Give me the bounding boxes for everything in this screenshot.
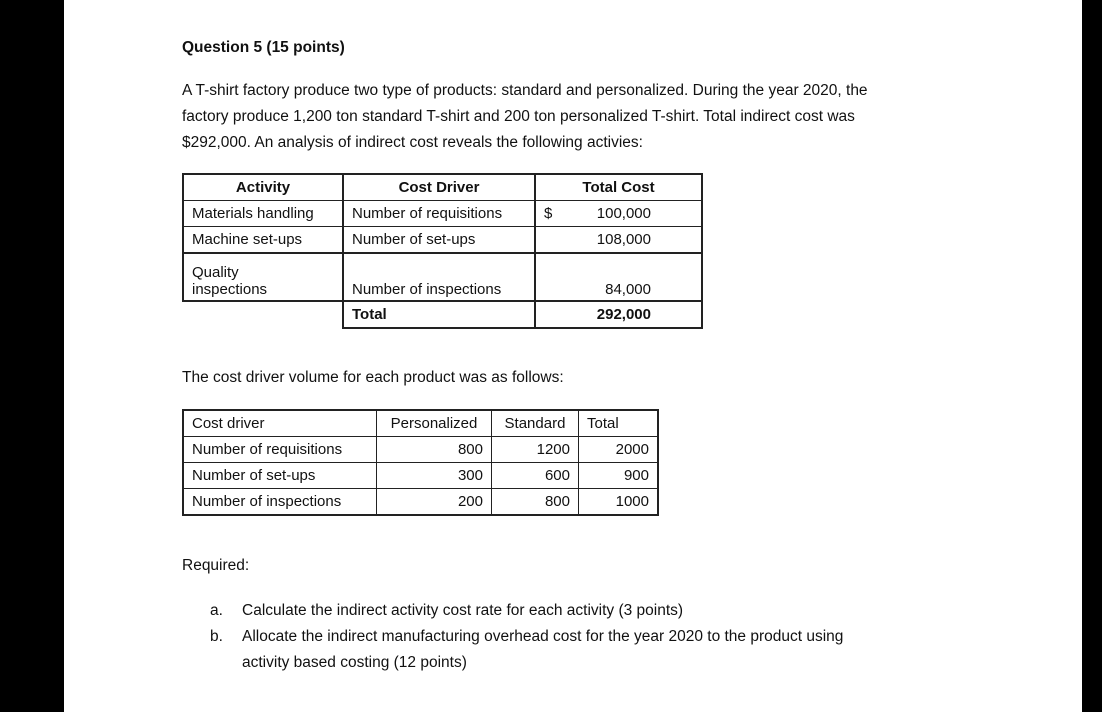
personalized-cell: 800 [377, 437, 492, 463]
personalized-cell: 300 [377, 463, 492, 489]
activity-line: Quality [192, 264, 239, 281]
list-item-text: activity based costing (12 points) [242, 654, 467, 671]
header-standard: Standard [492, 410, 579, 437]
table-row [183, 201, 702, 227]
driver-cell: Number of requisitions [183, 437, 377, 463]
paragraph-line: factory produce 1,200 ton standard T-shirt and 200 ton personalized T-shirt. Total indirect cost was [182, 108, 855, 125]
paragraph-line: $292,000. An analysis of indirect cost reveals the following activies: [182, 134, 643, 151]
total-cell: 1000 [579, 489, 659, 516]
list-item-text: Allocate the indirect manufacturing overhead cost for the year 2020 to the product using [242, 628, 844, 645]
activity-cell: Machine set-ups [183, 227, 343, 254]
table-header-row [183, 174, 702, 201]
total-label: Total [343, 301, 535, 328]
table-row [183, 253, 702, 301]
question-title: Question 5 (15 points) [182, 39, 345, 56]
cost-value: 84,000 [535, 253, 702, 301]
header-activity: Activity [183, 174, 343, 201]
activity-cell [183, 253, 343, 301]
standard-cell: 800 [492, 489, 579, 516]
table-row [183, 489, 658, 516]
total-row [183, 301, 702, 328]
question-paragraph [182, 78, 962, 156]
driver-cell: Number of set-ups [343, 227, 535, 254]
currency-symbol: $ [544, 205, 553, 222]
header-cost-driver: Cost driver [183, 410, 377, 437]
paragraph-line: A T-shirt factory produce two type of products: standard and personalized. During the year 2020, the [182, 82, 868, 99]
list-item [210, 624, 942, 676]
list-item-text: Calculate the indirect activity cost rate for each activity (3 points) [242, 602, 684, 619]
standard-cell: 1200 [492, 437, 579, 463]
required-list [210, 598, 942, 676]
table-row [183, 437, 658, 463]
volume-intro: The cost driver volume for each product was as follows: [182, 369, 564, 386]
header-total: Total [579, 410, 659, 437]
table-row [183, 227, 702, 254]
standard-cell: 600 [492, 463, 579, 489]
cost-value: 108,000 [535, 227, 702, 254]
driver-cell: Number of requisitions [343, 201, 535, 227]
cost-driver-volume-table [182, 409, 659, 516]
header-personalized: Personalized [377, 410, 492, 437]
total-cell: 900 [579, 463, 659, 489]
required-label: Required: [182, 557, 250, 574]
driver-cell: Number of set-ups [183, 463, 377, 489]
driver-cell: Number of inspections [183, 489, 377, 516]
total-value: 292,000 [535, 301, 702, 328]
header-cost-driver: Cost Driver [343, 174, 535, 201]
list-item [210, 598, 942, 624]
list-marker: a. [210, 602, 223, 619]
activity-line: inspections [192, 281, 268, 298]
driver-cell: Number of inspections [343, 253, 535, 301]
cost-cell [535, 201, 702, 227]
total-cell: 2000 [579, 437, 659, 463]
activity-cost-table [182, 173, 703, 329]
activity-cell: Materials handling [183, 201, 343, 227]
table-row [183, 463, 658, 489]
blank-cell [183, 301, 343, 328]
header-total-cost: Total Cost [535, 174, 702, 201]
document-page [64, 0, 1082, 712]
personalized-cell: 200 [377, 489, 492, 516]
list-marker: b. [210, 628, 223, 645]
cost-value: 100,000 [596, 205, 651, 222]
table-header-row [183, 410, 658, 437]
